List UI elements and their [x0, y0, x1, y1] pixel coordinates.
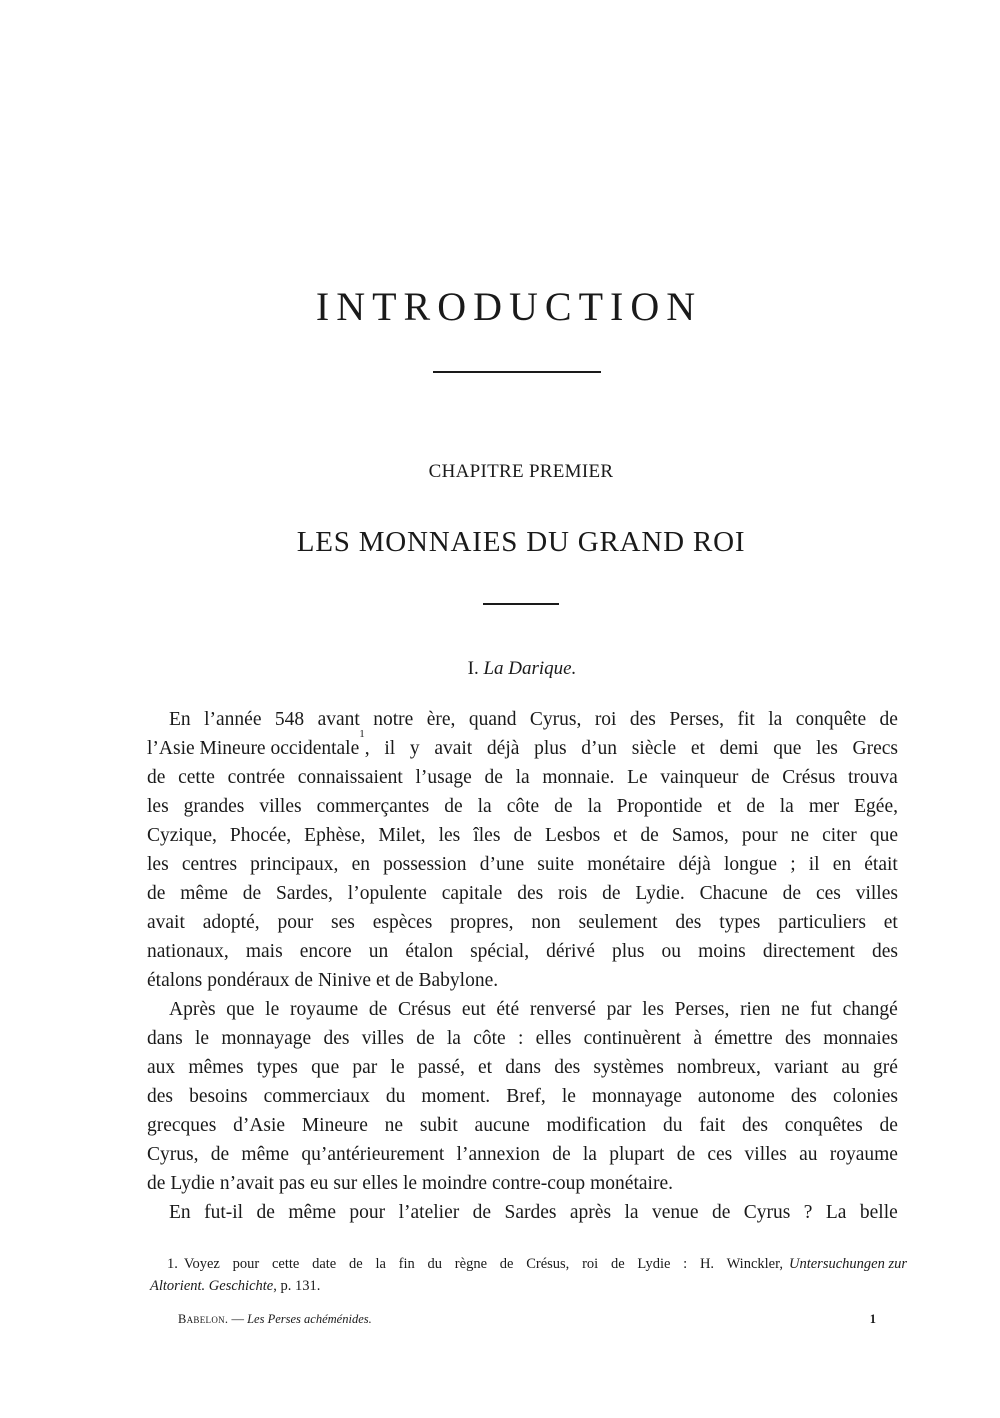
word: systèmes — [593, 1057, 664, 1078]
word: suite — [537, 854, 575, 875]
word: : — [517, 1028, 524, 1049]
body-line — [147, 1198, 898, 1227]
word: la — [515, 767, 530, 788]
word: le — [561, 1086, 576, 1107]
word: non — [531, 912, 561, 933]
word: ou — [661, 941, 682, 962]
word: En — [169, 709, 191, 730]
word: mais — [245, 941, 283, 962]
title-divider — [433, 371, 601, 373]
body-line — [147, 850, 898, 879]
word: de — [711, 1202, 731, 1223]
word: venue — [651, 1202, 699, 1223]
word: Babylone. — [418, 970, 499, 991]
word: de — [472, 1202, 492, 1223]
word: la — [587, 796, 602, 817]
word: Samos, — [671, 825, 729, 846]
word: particuliers — [778, 912, 866, 933]
word: qu’antérieurement — [301, 1144, 445, 1165]
word: Cyzique, — [147, 825, 217, 846]
word: des — [629, 709, 656, 730]
body-line — [147, 937, 898, 966]
word: rois — [558, 883, 588, 904]
word: le — [390, 1057, 405, 1078]
word: mer — [808, 796, 840, 817]
word: citer — [822, 825, 857, 846]
word: des — [871, 941, 898, 962]
word: côte — [506, 796, 540, 817]
word: îles — [473, 825, 501, 846]
body-line-part: l’Asie Mineure occidentale — [147, 738, 360, 759]
word: de — [676, 1144, 696, 1165]
chapter-label: CHAPITRE PREMIER — [428, 461, 614, 482]
body-line — [147, 966, 898, 995]
word: monnaie. — [542, 767, 615, 788]
word: contrée — [227, 767, 286, 788]
word: Le — [627, 767, 648, 788]
word: au — [799, 1144, 818, 1165]
word: cette — [178, 767, 215, 788]
word: Phocée, — [229, 825, 292, 846]
word: dérivé — [546, 941, 595, 962]
word: des — [554, 1057, 581, 1078]
word: un — [368, 941, 389, 962]
word: eu — [309, 1173, 329, 1194]
word: spécial, — [470, 941, 530, 962]
word: même — [241, 1144, 290, 1165]
word: Cyrus, — [529, 709, 582, 730]
word: que — [869, 825, 898, 846]
word: aux — [147, 1057, 176, 1078]
word: avant — [317, 709, 360, 730]
footnote-citation-title: Untersuchungen zur — [788, 1256, 907, 1272]
word: étalon — [405, 941, 453, 962]
word: monnayage — [591, 1086, 682, 1107]
word: elles — [362, 1173, 398, 1194]
word: principaux, — [250, 854, 339, 875]
word: dans — [147, 1028, 183, 1049]
word: encore — [299, 941, 352, 962]
word: Après — [169, 999, 216, 1020]
word: de — [554, 796, 573, 817]
word: monnaies — [823, 1028, 898, 1049]
word: plupart — [609, 1144, 665, 1165]
word: la — [768, 709, 783, 730]
word: du — [662, 1115, 683, 1136]
body-line — [147, 1024, 898, 1053]
word: que — [226, 999, 255, 1020]
word: d’Asie — [233, 1115, 286, 1136]
word: il — [808, 854, 820, 875]
word: de — [395, 970, 414, 991]
word: même — [288, 1202, 336, 1223]
word: monétaire — [587, 854, 666, 875]
word: subit — [419, 1115, 458, 1136]
word: directement — [762, 941, 855, 962]
word: et — [883, 912, 898, 933]
word: de — [368, 999, 388, 1020]
word: moment. — [421, 1086, 491, 1107]
word: de — [640, 825, 659, 846]
word: villes — [361, 1028, 404, 1049]
body-line — [147, 763, 898, 792]
word: étalons — [147, 970, 203, 991]
word: continuèrent — [583, 1028, 682, 1049]
running-footer — [178, 1309, 372, 1329]
word: Ninive — [317, 970, 372, 991]
word: de — [751, 767, 770, 788]
word: ses — [331, 912, 355, 933]
footnote-reference[interactable]: 1 — [359, 728, 365, 740]
word: pondéraux — [207, 970, 290, 991]
word: des — [784, 1028, 811, 1049]
word: Perses, — [674, 999, 730, 1020]
word: Propontide — [616, 796, 703, 817]
word: autonome — [697, 1086, 775, 1107]
word: royaume — [829, 1144, 898, 1165]
footnote-line — [150, 1275, 907, 1297]
word: le — [195, 1028, 210, 1049]
word: variant — [774, 1057, 829, 1078]
word: de — [256, 1202, 275, 1223]
word: changé — [842, 999, 898, 1020]
word: ces — [707, 1144, 733, 1165]
section-number: I. — [467, 658, 479, 679]
word: notre — [373, 709, 414, 730]
word: propres, — [450, 912, 514, 933]
word: et — [613, 825, 628, 846]
word: avait — [147, 912, 185, 933]
word: pas — [278, 1173, 305, 1194]
word: eut — [461, 999, 486, 1020]
word: par — [606, 999, 632, 1020]
word: modification — [546, 1115, 647, 1136]
word: l’annexion — [456, 1144, 540, 1165]
word: Cyrus, — [147, 1144, 199, 1165]
word: Mineure — [301, 1115, 368, 1136]
word: ne — [790, 825, 810, 846]
word: était — [864, 854, 898, 875]
footnote-citation-title-cont: Altorient. Geschichte — [150, 1278, 274, 1294]
word: des — [323, 1028, 350, 1049]
body-line — [147, 908, 898, 937]
word: fut — [810, 999, 832, 1020]
word: fit — [737, 709, 755, 730]
word: Ephèse, — [304, 825, 366, 846]
word: ère, — [426, 709, 456, 730]
word: rien — [740, 999, 771, 1020]
word: pour — [349, 1202, 386, 1223]
word: de — [879, 1115, 898, 1136]
word: pour — [277, 912, 314, 933]
word: des — [147, 1086, 173, 1107]
word: ne — [384, 1115, 404, 1136]
word: adopté, — [202, 912, 260, 933]
word: grandes — [183, 796, 245, 817]
footnote-text: Voyez pour cette date de la fin du règne de Crésus, roi de Lydie : H. Winckler, — [183, 1256, 783, 1272]
word: quand — [468, 709, 517, 730]
word: nombreux, — [676, 1057, 761, 1078]
word: Lydie — [170, 1173, 215, 1194]
word: Perses, — [669, 709, 725, 730]
word: Sardes — [504, 1202, 557, 1223]
body-line — [147, 705, 898, 734]
word: besoins — [189, 1086, 248, 1107]
word: des — [741, 1115, 768, 1136]
word: et — [478, 1057, 493, 1078]
word: passé, — [417, 1057, 465, 1078]
word: renversé — [529, 999, 596, 1020]
word: ces — [815, 883, 841, 904]
word: les — [147, 796, 169, 817]
word: Cyrus — [743, 1202, 791, 1223]
word: déjà — [678, 854, 711, 875]
section-name: La Darique. — [483, 658, 577, 679]
word: pour — [741, 825, 778, 846]
word: villes — [744, 1144, 787, 1165]
word: en — [351, 854, 370, 875]
body-line — [147, 792, 898, 821]
word: plus — [611, 941, 645, 962]
word: types — [719, 912, 761, 933]
word: l’opulente — [347, 883, 427, 904]
chapter-title: LES MONNAIES DU GRAND ROI — [296, 526, 746, 558]
word: des — [517, 883, 544, 904]
page-title: INTRODUCTION — [315, 283, 703, 329]
word: que — [311, 1057, 340, 1078]
word: du — [385, 1086, 406, 1107]
body-line — [147, 1140, 898, 1169]
word: l’année — [204, 709, 262, 730]
word: l’atelier — [398, 1202, 460, 1223]
footnote-number: 1. — [167, 1256, 178, 1272]
word: sur — [333, 1173, 358, 1194]
word: commerçantes — [316, 796, 430, 817]
word: fait — [699, 1115, 726, 1136]
word: En — [169, 1202, 191, 1223]
word: de — [484, 767, 503, 788]
word: de — [416, 1028, 435, 1049]
word: et — [376, 970, 391, 991]
word: et — [717, 796, 732, 817]
word: types — [256, 1057, 298, 1078]
word: au — [841, 1057, 860, 1078]
word: l’usage — [415, 767, 472, 788]
word: espèces — [372, 912, 433, 933]
word: Crésus — [398, 999, 452, 1020]
word: de — [294, 970, 313, 991]
chapter-divider — [483, 603, 559, 605]
word: villes — [855, 883, 898, 904]
word: colonies — [832, 1086, 898, 1107]
word: seulement — [578, 912, 658, 933]
word: centres — [181, 854, 238, 875]
body-line — [147, 1053, 898, 1082]
footnote-page-ref: , p. 131. — [273, 1278, 321, 1294]
word: conquêtes — [784, 1115, 863, 1136]
word: villes — [259, 796, 302, 817]
word: de — [242, 883, 262, 904]
word: connaissaient — [297, 767, 403, 788]
body-line-with-footnote — [147, 728, 898, 763]
word: par — [352, 1057, 378, 1078]
word: de — [746, 796, 765, 817]
word: roi — [594, 709, 617, 730]
word: trouva — [848, 767, 898, 788]
word: 548 — [274, 709, 305, 730]
word: de — [147, 1173, 166, 1194]
word: dans — [505, 1057, 542, 1078]
word: Egée, — [854, 796, 898, 817]
word: n’avait — [219, 1173, 274, 1194]
word: fut-il — [204, 1202, 244, 1223]
word: de — [879, 709, 898, 730]
word: monnayage — [221, 1028, 312, 1049]
word: à — [693, 1028, 702, 1049]
word: même — [180, 883, 228, 904]
footnote — [150, 1253, 907, 1297]
word: des — [790, 1086, 817, 1107]
word: Lesbos — [544, 825, 601, 846]
word: de — [444, 796, 463, 817]
footnote-line — [150, 1253, 907, 1275]
word: grecques — [147, 1115, 217, 1136]
word: Bref, — [506, 1086, 546, 1107]
word: elles — [535, 1028, 572, 1049]
word: vainqueur — [660, 767, 739, 788]
body-text — [147, 705, 898, 1227]
body-line — [147, 879, 898, 908]
word: moindre — [422, 1173, 488, 1194]
word: été — [496, 999, 520, 1020]
word: la — [624, 1202, 639, 1223]
word: de — [513, 825, 532, 846]
word: de — [602, 883, 621, 904]
word: après — [569, 1202, 612, 1223]
word: ne — [781, 999, 800, 1020]
section-heading — [0, 656, 1000, 682]
word: la — [779, 796, 794, 817]
word: de — [147, 767, 166, 788]
body-line — [147, 1111, 898, 1140]
word: aucune — [474, 1115, 530, 1136]
word: gré — [872, 1057, 898, 1078]
word: d’une — [479, 854, 525, 875]
word: possession — [383, 854, 467, 875]
word: de — [147, 883, 166, 904]
word: belle — [859, 1202, 898, 1223]
page-footer — [178, 1309, 878, 1329]
word: capitale — [441, 883, 503, 904]
page-number: 1 — [869, 1312, 876, 1326]
body-line — [147, 1082, 898, 1111]
word: la — [446, 1028, 461, 1049]
word: de — [552, 1144, 571, 1165]
word: les — [642, 999, 664, 1020]
word: côte — [473, 1028, 506, 1049]
word: nationaux, — [147, 941, 229, 962]
word: monétaire. — [590, 1173, 673, 1194]
word: les — [147, 854, 169, 875]
word: Lydie. — [635, 883, 685, 904]
footer-book-title: Les Perses achéménides. — [247, 1312, 372, 1326]
word: ? — [803, 1202, 813, 1223]
word: conquête — [795, 709, 867, 730]
word: en — [832, 854, 852, 875]
word: La — [825, 1202, 847, 1223]
word: la — [477, 796, 492, 817]
word: Crésus — [782, 767, 836, 788]
word: Sardes, — [276, 883, 333, 904]
word: la — [582, 1144, 597, 1165]
word: de — [782, 883, 802, 904]
word: le — [402, 1173, 418, 1194]
body-line — [147, 821, 898, 850]
body-line — [147, 1169, 898, 1198]
word: les — [438, 825, 461, 846]
word: commerciaux — [263, 1086, 370, 1107]
word: contre-coup — [492, 1173, 586, 1194]
word: moins — [698, 941, 746, 962]
word: Chacune — [699, 883, 768, 904]
word: Milet, — [378, 825, 426, 846]
word: royaume — [289, 999, 359, 1020]
word: ; — [790, 854, 796, 875]
word: émettre — [714, 1028, 773, 1049]
body-line-part: , il y avait déjà plus d’un siècle et demi que les Grecs — [364, 738, 898, 759]
word: mêmes — [188, 1057, 244, 1078]
footer-dash: — — [231, 1312, 244, 1326]
word: le — [265, 999, 280, 1020]
footer-author: Babelon. — [178, 1312, 229, 1326]
body-line — [147, 995, 898, 1024]
word: de — [210, 1144, 230, 1165]
word: longue — [723, 854, 778, 875]
word: des — [675, 912, 702, 933]
